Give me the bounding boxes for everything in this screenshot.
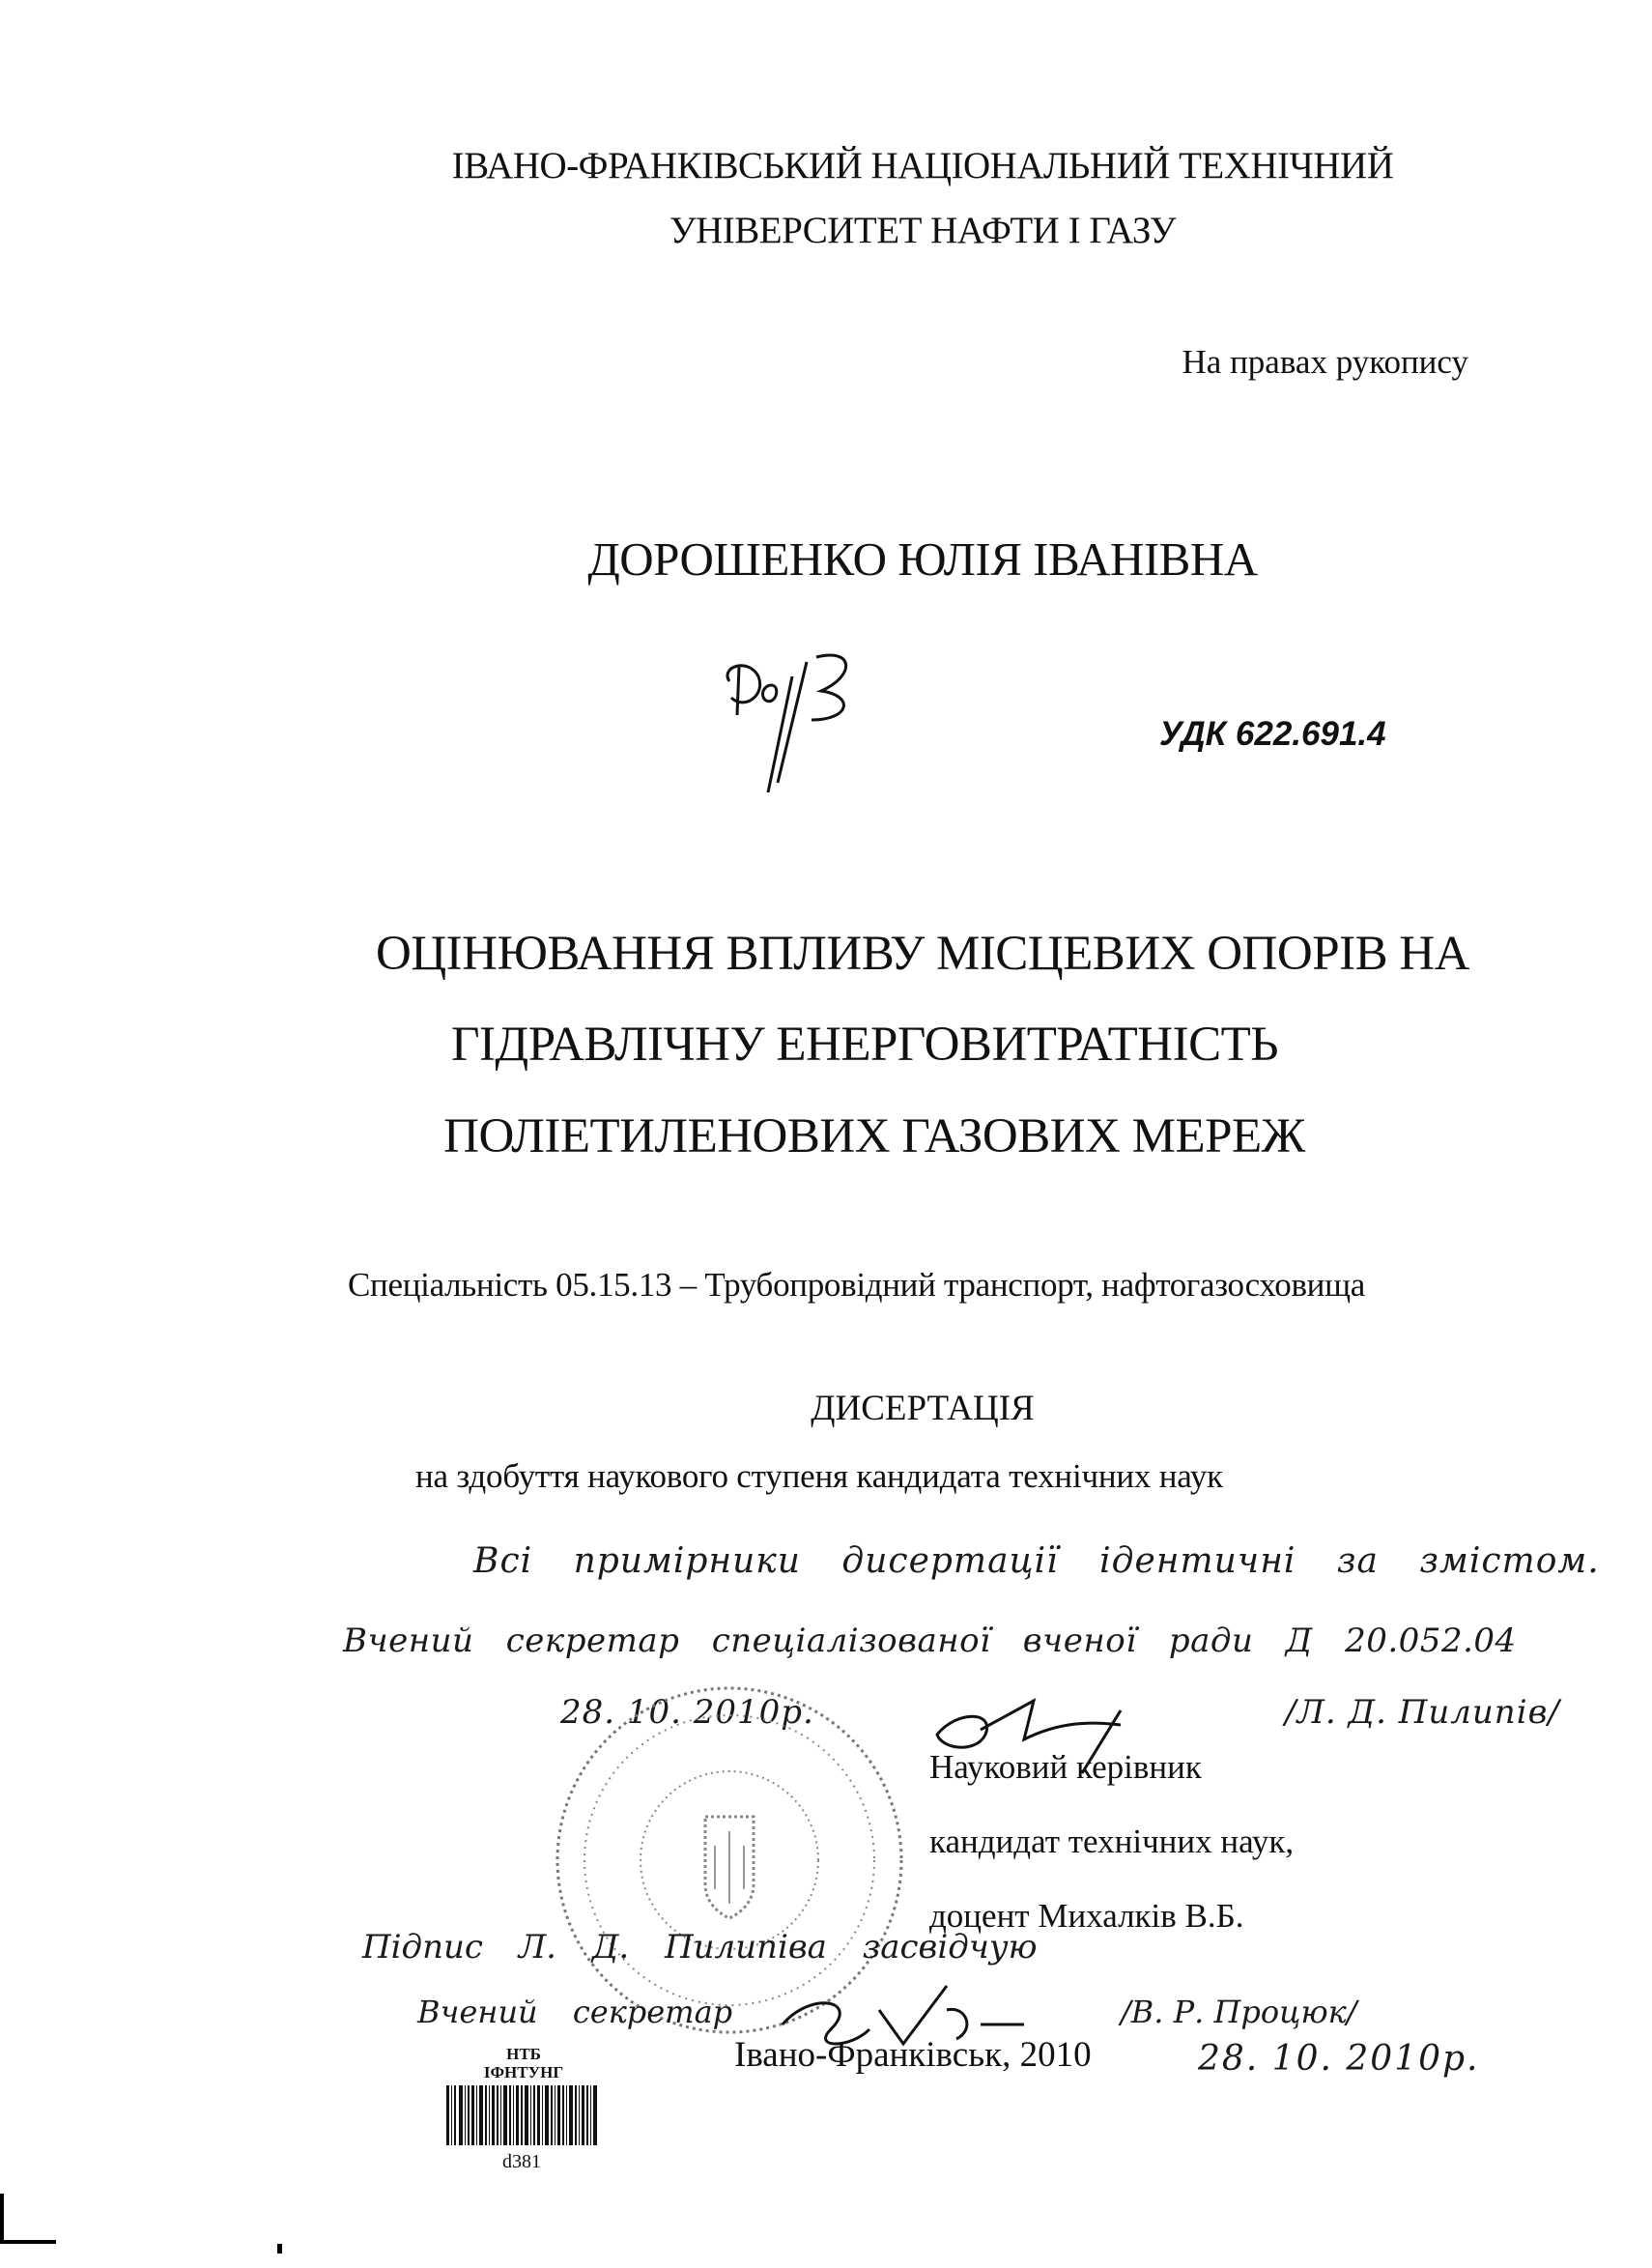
- university-name-line2: УНІВЕРСИТЕТ НАФТИ І ГАЗУ: [669, 210, 1177, 251]
- handwritten-secretary-name: /Л. Д. Пилипів/: [1285, 1693, 1560, 1732]
- scan-corner-mark-vertical: [0, 2194, 4, 2244]
- supervisor-block: [929, 1730, 1294, 1953]
- handwritten-note-line1: Всі примірники дисертації ідентичні за змістом.: [473, 1541, 1600, 1581]
- handwritten-note-line2: Вчений секретар спеціалізованої вченої ради Д 20.052.04: [343, 1622, 1517, 1660]
- handwritten-second-secretary-name: /В. Р. Процюк/: [1121, 1994, 1357, 2030]
- supervisor-role: Науковий керівник: [929, 1748, 1202, 1786]
- handwritten-date-1: 28. 10. 2010р.: [560, 1693, 814, 1732]
- specialty: Спеціальність 05.15.13 – Трубопровідний транспорт, нафтогазосховища: [348, 1266, 1365, 1304]
- library-number: d381: [502, 2151, 541, 2172]
- thesis-title-line3: ПОЛІЕТИЛЕНОВИХ ГАЗОВИХ МЕРЕЖ: [443, 1109, 1305, 1163]
- library-stamp-label: [446, 2045, 601, 2081]
- handwritten-note-line4: Підпис Л. Д. Пилипіва засвідчую: [362, 1928, 1038, 1967]
- supervisor-name: доцент Михалків В.Б.: [929, 1897, 1244, 1935]
- scan-corner-mark-horizontal: [0, 2240, 56, 2244]
- handwritten-note-line5: Вчений секретар: [417, 1994, 733, 2030]
- author-signature: [710, 638, 903, 797]
- library-stamp-line1: НТБ: [506, 2045, 541, 2063]
- university-name-line1: ІВАНО-ФРАНКІВСЬКИЙ НАЦІОНАЛЬНИЙ ТЕХНІЧНИЙ: [451, 145, 1394, 187]
- thesis-title-line1: ОЦІНЮВАННЯ ВПЛИВУ МІСЦЕВИХ ОПОРІВ НА: [376, 927, 1469, 981]
- city-year: Івано-Франківськ, 2010: [734, 2035, 1092, 2075]
- dissertation-heading: ДИСЕРТАЦІЯ: [811, 1389, 1035, 1428]
- manuscript-rights: На правах рукопису: [1182, 343, 1468, 381]
- dissertation-subheading: на здобуття наукового ступеня кандидата технічних наук: [415, 1457, 1223, 1495]
- udk-code: УДК 622.691.4: [1159, 715, 1386, 753]
- library-barcode: [444, 2085, 599, 2145]
- library-stamp-line2: ІФНТУНГ: [483, 2063, 564, 2081]
- thesis-title-line2: ГІДРАВЛІЧНУ ЕНЕРГОВИТРАТНІСТЬ: [450, 1018, 1279, 1072]
- scan-dot-mark: [277, 2244, 282, 2254]
- handwritten-date-2: 28. 10. 2010р.: [1198, 2039, 1480, 2079]
- author-name: ДОРОШЕНКО ЮЛІЯ ІВАНІВНА: [587, 532, 1258, 586]
- supervisor-degree: кандидат технічних наук,: [929, 1823, 1295, 1860]
